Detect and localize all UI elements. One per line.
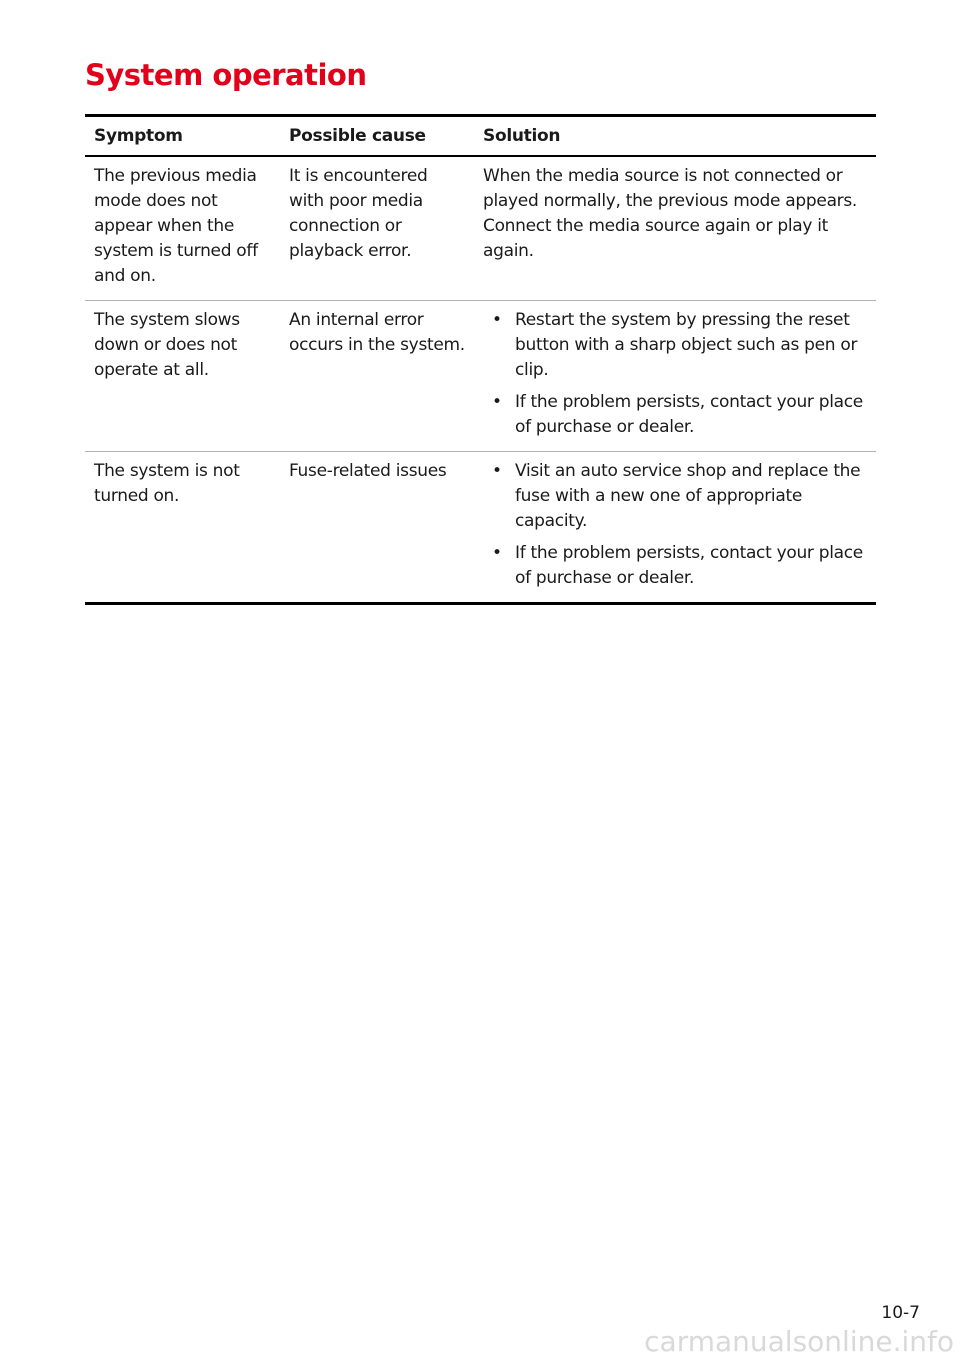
solution-cell [474, 452, 876, 604]
solution-list-item [483, 541, 867, 591]
symptom-cell: The previous media mode does not appear when the system is turned off and on. [85, 156, 280, 301]
solution-list-item [483, 390, 867, 440]
header-possible-cause: Possible cause [280, 116, 474, 157]
symptom-cell: The system slows down or does not operate at all. [85, 301, 280, 452]
solution-list [483, 308, 867, 440]
bullet-icon: • [492, 543, 502, 563]
watermark-text: carmanualsonline.info [644, 1325, 954, 1358]
cause-cell: It is encountered with poor media connection or playback error. [280, 156, 474, 301]
header-solution: Solution [474, 116, 876, 157]
solution-text: Restart the system by pressing the reset button with a sharp object such as pen or clip. [515, 310, 858, 380]
table-row [85, 452, 876, 604]
solution-text: If the problem persists, contact your place of purchase or dealer. [515, 543, 863, 588]
table-row [85, 156, 876, 301]
solution-list [483, 459, 867, 591]
section-title: System operation [85, 58, 367, 92]
solution-list-item [483, 459, 867, 534]
cause-cell: Fuse-related issues [280, 452, 474, 604]
symptom-cell: The system is not turned on. [85, 452, 280, 604]
solution-cell [474, 301, 876, 452]
bullet-icon: • [492, 461, 502, 481]
solution-list-item [483, 308, 867, 383]
solution-text: Visit an auto service shop and replace the fuse with a new one of appropriate capacity. [515, 461, 861, 531]
bullet-icon: • [492, 310, 502, 330]
bullet-icon: • [492, 392, 502, 412]
table-row [85, 301, 876, 452]
solution-text: If the problem persists, contact your place of purchase or dealer. [515, 392, 863, 437]
table-header-row [85, 116, 876, 157]
troubleshooting-table [85, 114, 876, 605]
cause-cell: An internal error occurs in the system. [280, 301, 474, 452]
page-number: 10-7 [881, 1303, 920, 1323]
header-symptom: Symptom [85, 116, 280, 157]
solution-cell: When the media source is not connected or played normally, the previous mode appears. Connect the media source again or play it again. [474, 156, 876, 301]
